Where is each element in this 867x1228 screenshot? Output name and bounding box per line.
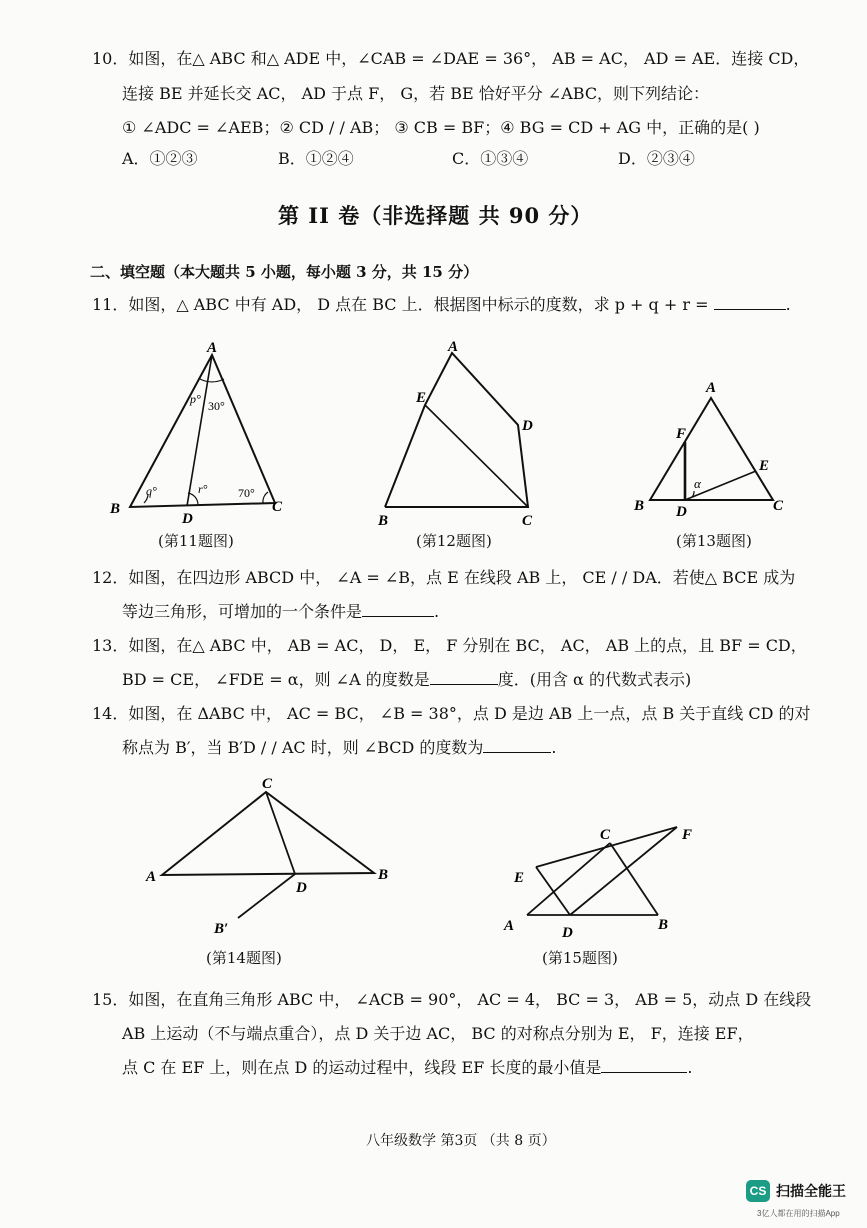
fig15-caption: (第15题图) [542,949,618,967]
fig14-caption: (第14题图) [206,949,282,967]
q10-line1: 10．如图，在△ ABC 和△ ADE 中，∠CAB = ∠DAE = 36°， AB = AC， AD = AE．连接 CD， [92,49,810,68]
q14-stem: 称点为 B′，当 B′D / / AC 时，则 ∠BCD 的度数为 [122,738,484,757]
fig12-label-a: A [448,339,459,355]
figure-12 [370,335,550,530]
camscanner-logo-icon: CS [746,1180,770,1202]
fig15-label-b: B [658,917,669,933]
fig15-label-d: D [562,925,573,941]
q10-line3: ① ∠ADC = ∠AEB；② CD / / AB； ③ CB = BF；④ BG = CD + AG 中，正确的是( ) [122,118,760,137]
q10-option-c: C．①③④ [452,149,529,168]
fig14-label-a: A [146,869,157,885]
fig12-label-e: E [416,390,427,406]
q11-period: . [785,295,791,314]
fig13-angle-alpha: α [694,476,701,491]
q13-tail: 度．(用含 α 的代数式表示) [497,670,692,689]
section2-title: 二、填空题（本大题共 5 小题，每小题 3 分，共 15 分） [90,263,479,281]
q15-stem: 点 C 在 EF 上，则在点 D 的运动过程中，线段 EF 长度的最小值是 [122,1058,602,1077]
q14-line1: 14．如图，在 ΔABC 中， AC = BC， ∠B = 38°，点 D 是边 AB 上一点，点 B 关于直线 CD 的对 [92,704,811,723]
q12-line1: 12．如图，在四边形 ABCD 中， ∠A = ∠B，点 E 在线段 AB 上， CE / / DA．若使△ BCE 成为 [92,568,796,587]
q13-line1: 13．如图，在△ ABC 中， AB = AC， D， E， F 分别在 BC， AC， AB 上的点，且 BF = CD， [92,636,807,655]
fig11-angle-30: 30° [208,399,225,413]
q15-period: . [687,1058,693,1077]
q10-option-a: A．①②③ [122,149,198,168]
fig11-label-a: A [207,340,218,356]
fig11-label-d: D [182,511,193,525]
q10-line2: 连接 BE 并延长交 AC， AD 于点 F， G，若 BE 恰好平分 ∠ABC，则下列结论： [122,84,710,103]
q13-stem: BD = CE， ∠FDE = α，则 ∠A 的度数是 [122,670,430,689]
q12-line2 [122,601,439,623]
q12-stem: 等边三角形，可增加的一个条件是 [122,602,363,621]
fig12-label-c: C [522,513,533,529]
q13-line2 [122,669,691,691]
part2-title: 第 II 卷（非选择题 共 90 分） [278,203,593,228]
q11-stem: 11．如图，△ ABC 中有 AD， D 点在 BC 上．根据图中标示的度数，求 p + q + r = [92,295,709,314]
q14-period: . [551,738,557,757]
figure-13 [628,370,798,525]
q12-answer-blank[interactable] [362,602,434,617]
fig11-caption: (第11题图) [158,532,234,550]
fig14-label-d: D [296,880,307,896]
fig13-caption: (第13题图) [676,532,752,550]
fig11-angle-r: r° [198,482,208,496]
camscanner-logo-name: 扫描全能王 [776,1183,846,1199]
q11-answer-blank[interactable] [714,295,786,310]
fig12-label-b: B [378,513,389,529]
fig12-caption: (第12题图) [416,532,492,550]
fig14-label-bprime: B′ [214,921,229,937]
fig13-label-f: F [676,426,687,442]
fig13-label-d: D [676,504,687,520]
figure-15 [500,815,710,945]
q15-answer-blank[interactable] [601,1058,687,1073]
q13-answer-blank[interactable] [430,670,498,685]
q10-option-b: B．①②④ [278,149,354,168]
fig13-label-c: C [773,498,784,514]
figure-14 [140,770,400,940]
fig12-label-d: D [522,418,533,434]
fig13-label-b: B [634,498,645,514]
q15-line3 [122,1057,692,1079]
fig15-label-a: A [504,918,515,934]
q12-period: . [434,602,440,621]
fig15-label-e: E [514,870,525,886]
q14-line2 [122,737,557,759]
fig13-label-a: A [706,380,717,396]
fig15-label-f: F [682,827,693,843]
q10-option-d: D．②③④ [618,149,695,168]
fig14-label-c: C [262,776,273,792]
q15-line2: AB 上运动（不与端点重合），点 D 关于边 AC， BC 的对称点分别为 E， F，连接 EF， [122,1024,754,1043]
fig14-label-b: B [378,867,389,883]
q15-line1: 15．如图，在直角三角形 ABC 中， ∠ACB = 90°， AC = 4， BC = 3， AB = 5，动点 D 在线段 [92,990,812,1009]
q14-answer-blank[interactable] [483,738,551,753]
fig11-label-b: B [110,501,121,517]
fig11-angle-p: p° [190,392,201,406]
page-footer: 八年级数学 第3页 （共 8 页） [366,1133,556,1149]
figure-11 [100,335,300,525]
fig13-label-e: E [759,458,770,474]
fig11-angle-q: q° [146,484,157,498]
fig11-angle-70: 70° [238,486,255,500]
camscanner-logo-slogan: 3亿人都在用的扫描App [757,1209,840,1218]
q11-text [92,294,791,316]
fig15-label-c: C [600,827,611,843]
fig11-label-c: C [272,499,283,515]
